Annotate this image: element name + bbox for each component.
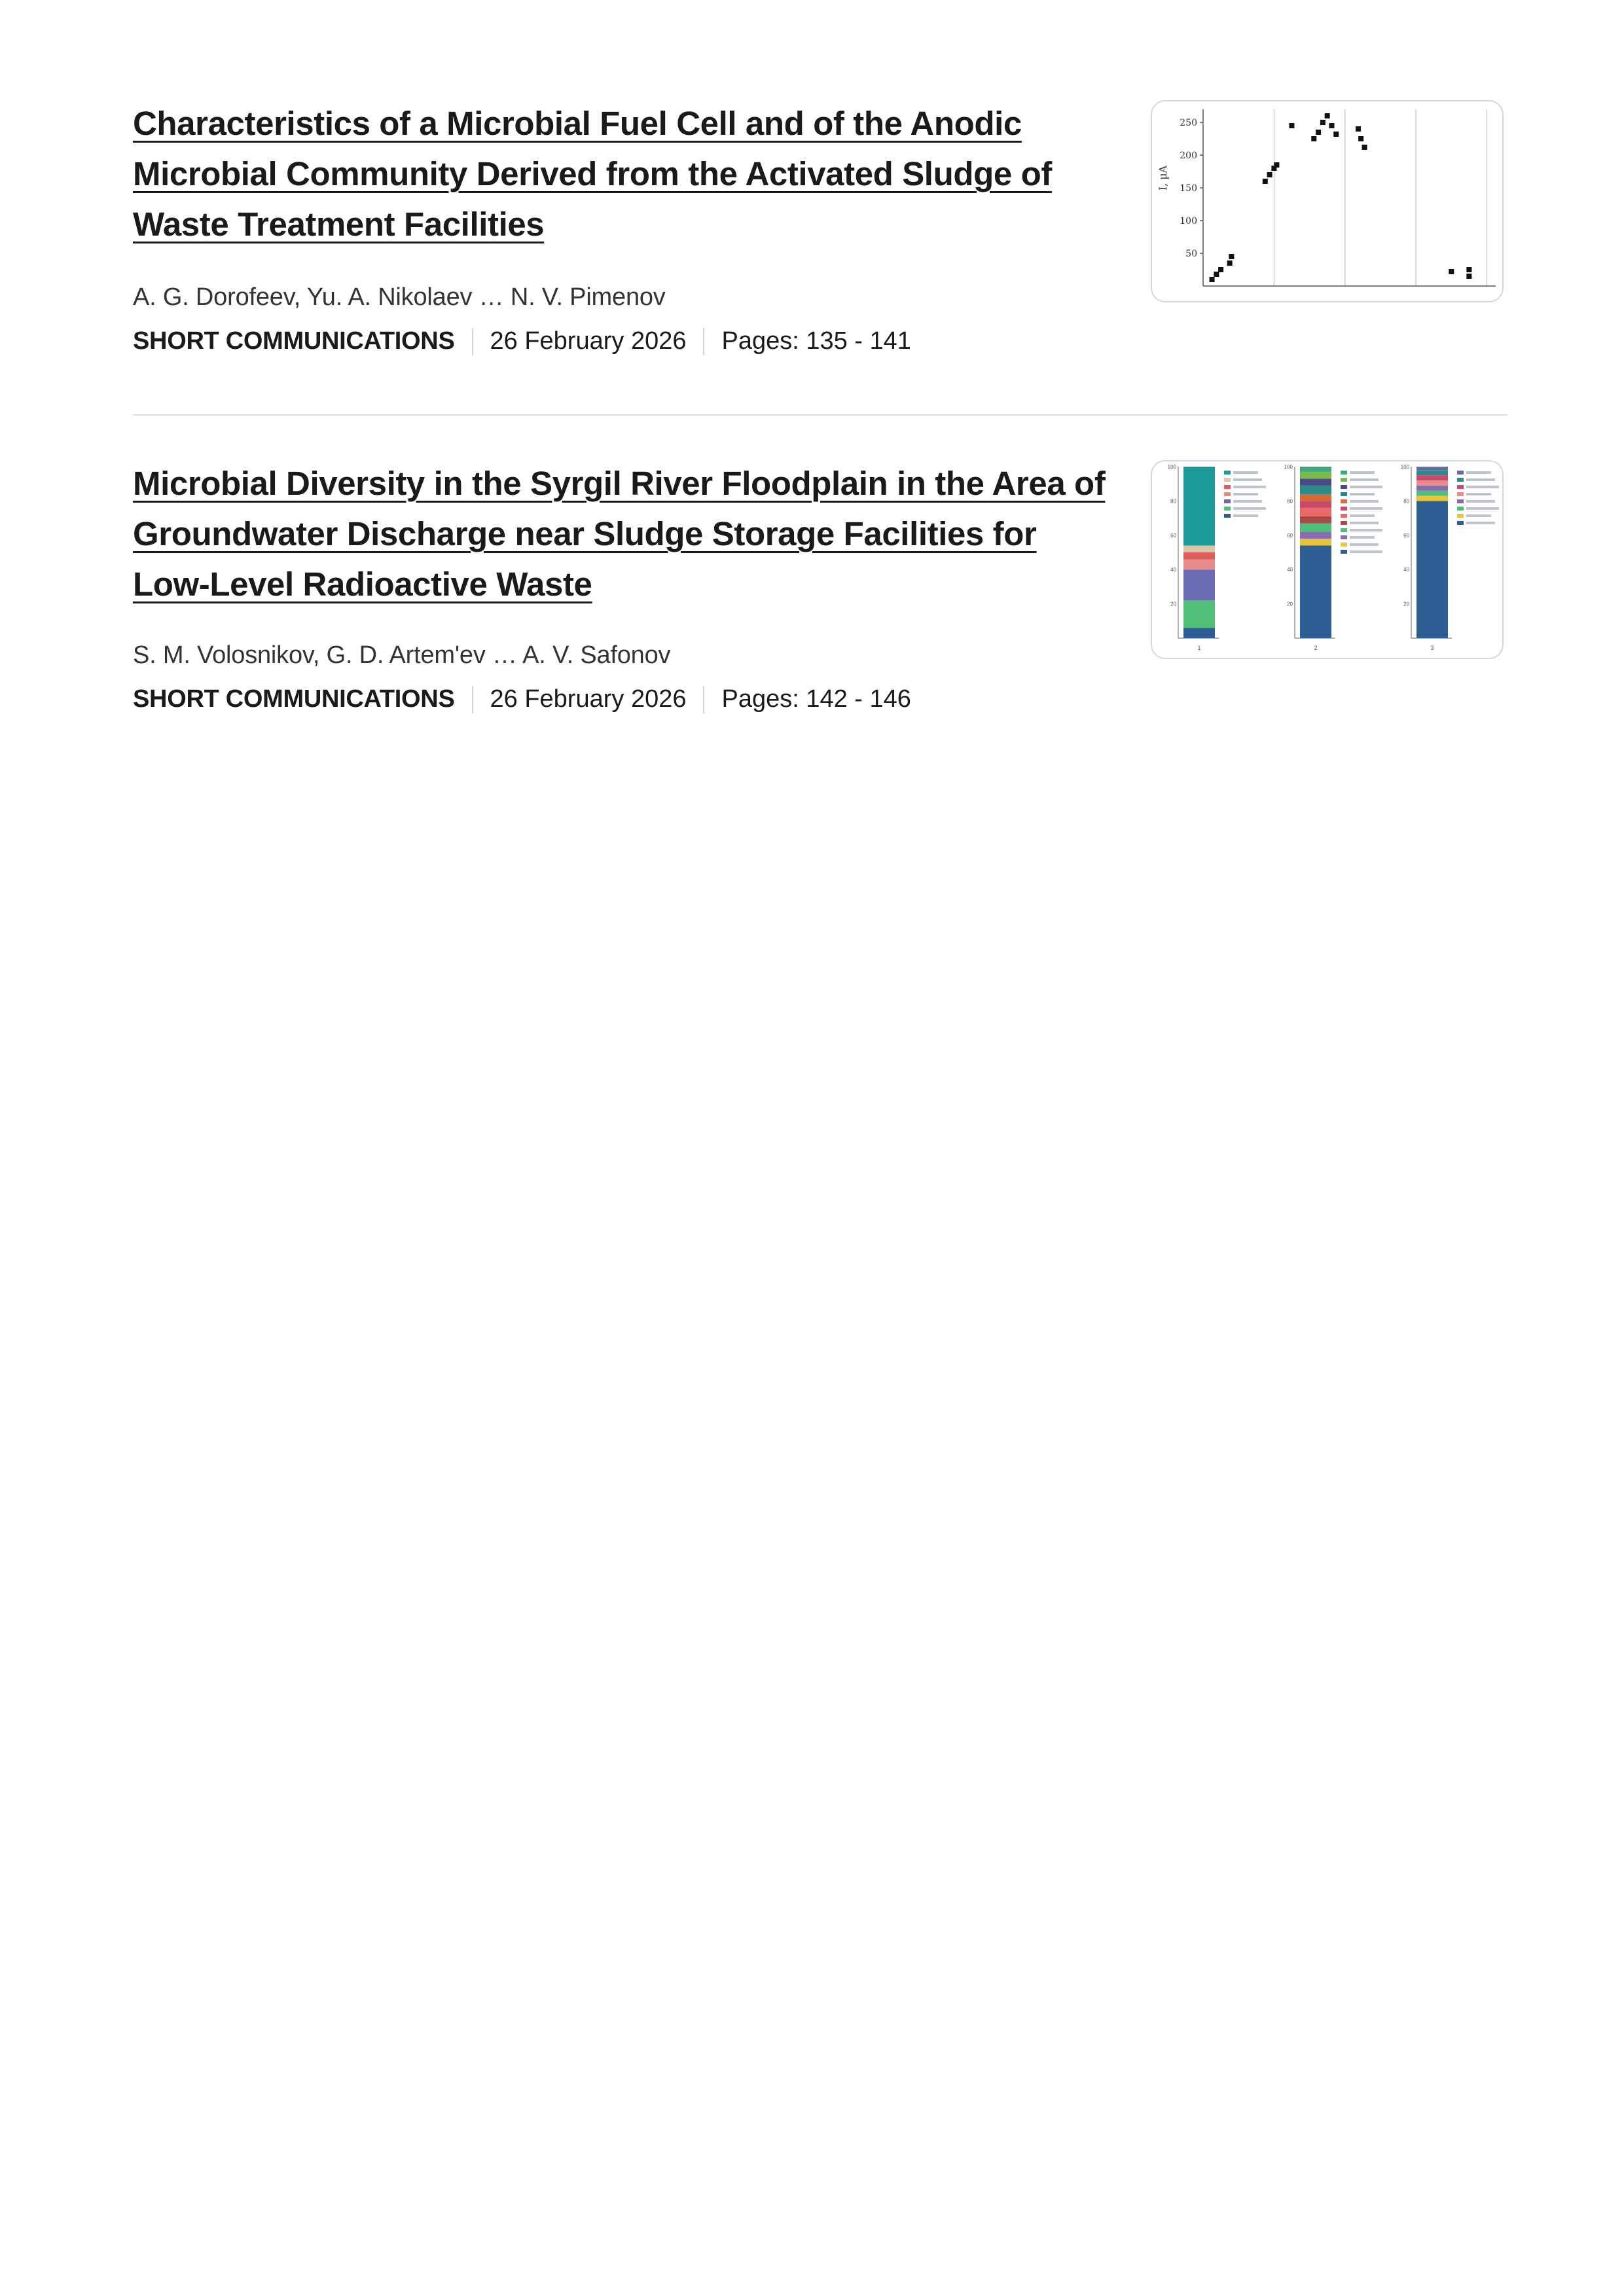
y-tick-label: 20	[1403, 601, 1409, 607]
legend-swatch	[1457, 507, 1464, 511]
data-point	[1362, 145, 1367, 150]
data-point	[1311, 136, 1316, 141]
article-authors: A. G. Dorofeev, Yu. A. Nikolaev … N. V. Pimenov	[133, 283, 666, 311]
y-tick-label: 60	[1403, 532, 1409, 539]
legend-swatch	[1341, 478, 1347, 482]
data-point	[1267, 172, 1272, 177]
legend-swatch	[1341, 543, 1347, 547]
bar-segment	[1183, 467, 1215, 546]
bar-segment	[1300, 494, 1331, 501]
scatter-plot-thumbnail[interactable]	[1151, 100, 1504, 302]
category-label: 1	[1197, 645, 1201, 651]
y-tick-label: 250	[1180, 118, 1197, 128]
article-date: 26 February 2026	[490, 685, 687, 713]
legend-label	[1466, 522, 1495, 524]
data-point	[1210, 277, 1215, 282]
data-point	[1316, 130, 1321, 135]
legend-label	[1350, 543, 1379, 546]
bar-segment	[1416, 467, 1448, 470]
y-tick-label: 40	[1403, 567, 1409, 573]
category-label: 2	[1314, 645, 1318, 651]
legend-label	[1466, 500, 1495, 503]
legend-label	[1466, 493, 1491, 495]
legend-swatch	[1224, 471, 1231, 475]
bar-segment	[1416, 480, 1448, 486]
legend-swatch	[1224, 499, 1231, 503]
data-point	[1333, 132, 1339, 137]
y-tick-label: 200	[1180, 151, 1197, 161]
data-point	[1227, 260, 1233, 266]
data-point	[1329, 123, 1334, 128]
y-tick-label: 100	[1167, 464, 1176, 470]
y-tick-label: 40	[1170, 567, 1176, 573]
bar-segment	[1300, 546, 1331, 638]
data-point	[1356, 126, 1361, 132]
bar-segment	[1300, 501, 1331, 507]
legend-label	[1350, 493, 1375, 495]
bar-segment	[1416, 475, 1448, 480]
legend-swatch	[1341, 485, 1347, 489]
data-point	[1325, 113, 1330, 118]
legend-swatch	[1341, 471, 1347, 475]
bar-segment	[1300, 478, 1331, 485]
bar-segment	[1183, 552, 1215, 559]
data-point	[1320, 120, 1326, 125]
bar-segment	[1300, 486, 1331, 494]
legend-label	[1350, 522, 1379, 524]
y-tick-label: 80	[1170, 498, 1176, 505]
bar-segment	[1183, 569, 1215, 600]
y-tick-label: 100	[1284, 464, 1293, 470]
bar-segment	[1183, 600, 1215, 628]
legend-label	[1350, 471, 1375, 474]
stacked-bar-thumbnail[interactable]	[1151, 460, 1504, 659]
bar-segment	[1183, 559, 1215, 569]
legend-label	[1466, 514, 1491, 517]
data-point	[1274, 162, 1279, 168]
legend-swatch	[1457, 499, 1464, 503]
bar-segment	[1183, 628, 1215, 638]
article-authors: S. M. Volosnikov, G. D. Artem'ev … A. V. Safonov	[133, 641, 671, 669]
bar-segment	[1300, 472, 1331, 478]
article-pages: Pages: 142 - 146	[721, 685, 911, 713]
legend-swatch	[1341, 528, 1347, 532]
bar-segment	[1300, 516, 1331, 523]
stacked-bar-chart	[1152, 461, 1502, 658]
y-tick-label: 20	[1170, 601, 1176, 607]
y-tick-label: 60	[1287, 532, 1293, 539]
legend-swatch	[1457, 521, 1464, 525]
y-tick-label: 100	[1180, 216, 1197, 226]
y-tick-label: 50	[1185, 249, 1197, 259]
legend-swatch	[1341, 499, 1347, 503]
legend-swatch	[1341, 507, 1347, 511]
legend-label	[1350, 536, 1375, 539]
legend-swatch	[1457, 478, 1464, 482]
bar-segment	[1300, 508, 1331, 516]
meta-separator	[703, 328, 704, 355]
legend-label	[1233, 486, 1266, 488]
legend-swatch	[1224, 492, 1231, 496]
legend-label	[1350, 514, 1375, 517]
y-axis-label: I, µA	[1157, 165, 1169, 191]
bar-segment	[1416, 486, 1448, 491]
legend-swatch	[1224, 478, 1231, 482]
article-date: 26 February 2026	[490, 327, 687, 355]
legend-swatch	[1457, 485, 1464, 489]
legend-swatch	[1224, 485, 1231, 489]
bar-segment	[1416, 491, 1448, 496]
y-tick-label: 150	[1180, 183, 1197, 194]
scatter-chart	[1152, 101, 1502, 301]
legend-swatch	[1457, 471, 1464, 475]
legend-label	[1466, 507, 1499, 510]
y-tick-label: 100	[1400, 464, 1409, 470]
legend-label	[1233, 493, 1258, 495]
category-label: 3	[1430, 645, 1434, 651]
data-point	[1466, 267, 1471, 272]
data-point	[1289, 123, 1294, 128]
legend-label	[1233, 507, 1266, 510]
data-point	[1218, 267, 1223, 272]
data-point	[1466, 274, 1471, 279]
legend-label	[1466, 471, 1491, 474]
legend-label	[1233, 471, 1258, 474]
article-pages: Pages: 135 - 141	[721, 327, 911, 355]
article-title-link[interactable]: Microbial Diversity in the Syrgil River Floodplain in the Area of Groundwater Discharge near Sludge Storage Facilities for Low-Level Radioactive Waste	[133, 465, 1106, 603]
legend-label	[1350, 500, 1379, 503]
legend-label	[1350, 507, 1382, 510]
article-meta	[133, 327, 911, 355]
bar-segment	[1300, 467, 1331, 472]
legend-label	[1466, 486, 1499, 488]
article-title-link[interactable]: Characteristics of a Microbial Fuel Cell and of the Anodic Microbial Community Derived from the Activated Sludge of Waste Treatment Facilities	[133, 105, 1052, 243]
legend-label	[1233, 514, 1258, 517]
y-tick-label: 40	[1287, 567, 1293, 573]
legend-swatch	[1341, 550, 1347, 554]
bar-segment	[1416, 501, 1448, 638]
data-point	[1263, 179, 1268, 184]
y-tick-label: 80	[1403, 498, 1409, 505]
legend-label	[1233, 478, 1262, 481]
legend-swatch	[1341, 521, 1347, 525]
article-meta	[133, 685, 911, 713]
y-tick-label: 80	[1287, 498, 1293, 505]
legend-label	[1350, 529, 1382, 531]
y-tick-label: 20	[1287, 601, 1293, 607]
bar-segment	[1183, 546, 1215, 552]
legend-swatch	[1457, 514, 1464, 518]
legend-label	[1466, 478, 1495, 481]
data-point	[1229, 254, 1234, 259]
y-tick-label: 60	[1170, 532, 1176, 539]
bar-segment	[1300, 523, 1331, 531]
legend-label	[1350, 486, 1382, 488]
bar-segment	[1300, 532, 1331, 539]
legend-swatch	[1341, 492, 1347, 496]
article-divider	[133, 414, 1507, 416]
bar-segment	[1300, 539, 1331, 545]
article-type: SHORT COMMUNICATIONS	[133, 327, 455, 355]
data-point	[1449, 269, 1454, 274]
legend-swatch	[1457, 492, 1464, 496]
legend-swatch	[1341, 514, 1347, 518]
legend-label	[1350, 478, 1379, 481]
data-point	[1214, 272, 1219, 277]
bar-segment	[1416, 470, 1448, 475]
legend-swatch	[1224, 507, 1231, 511]
meta-separator	[472, 328, 473, 355]
bar-segment	[1416, 496, 1448, 501]
meta-separator	[703, 686, 704, 713]
meta-separator	[472, 686, 473, 713]
legend-swatch	[1224, 514, 1231, 518]
legend-swatch	[1341, 535, 1347, 539]
legend-label	[1350, 550, 1382, 553]
article-type: SHORT COMMUNICATIONS	[133, 685, 455, 713]
data-point	[1358, 136, 1363, 141]
legend-label	[1233, 500, 1262, 503]
